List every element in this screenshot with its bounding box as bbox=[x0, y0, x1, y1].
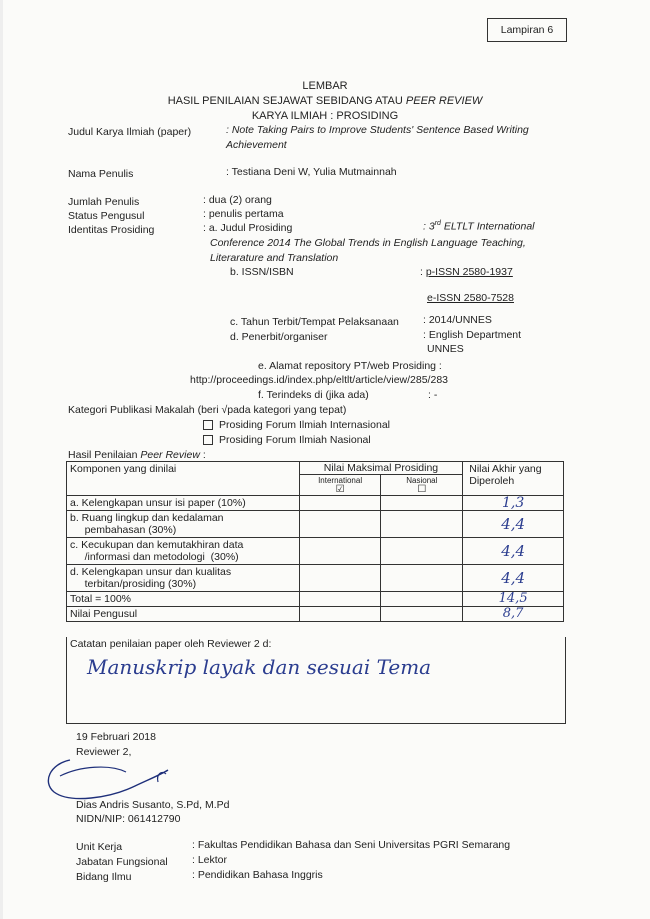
issn-electronic: e-ISSN 2580-7528 bbox=[427, 292, 514, 304]
row-score: 1,3 bbox=[463, 496, 564, 511]
header-akhir-1: Nilai Akhir yang bbox=[469, 463, 542, 475]
judul-value: : Note Taking Pairs to Improve Students' Sentence Based Writing bbox=[226, 124, 529, 136]
table-row bbox=[67, 511, 564, 538]
table-row bbox=[67, 565, 564, 592]
hasil-label bbox=[68, 449, 206, 461]
header-nasional-label: Nasional bbox=[406, 476, 438, 485]
checkbox-icon bbox=[203, 435, 213, 445]
row-cell-nas bbox=[381, 607, 463, 622]
status-label: Status Pengusul bbox=[68, 210, 145, 222]
tahun-value: : 2014/UNNES bbox=[423, 314, 492, 326]
penerbit-value-2: UNNES bbox=[427, 343, 464, 355]
table-pengusul-row bbox=[67, 607, 564, 622]
signature-stroke bbox=[60, 767, 126, 776]
table-header-row bbox=[67, 462, 564, 475]
kategori-label: Kategori Publikasi Makalah (beri √pada kategori yang tepat) bbox=[68, 404, 347, 416]
terindeks-value: : - bbox=[428, 389, 438, 401]
title-line2 bbox=[0, 95, 650, 107]
kategori-opt1-label: Prosiding Forum Ilmiah Internasional bbox=[219, 419, 390, 431]
penulis-label: Nama Penulis bbox=[68, 168, 134, 180]
pengusul-score: 8,7 bbox=[463, 607, 564, 622]
judul-prosiding-line2: Conference 2014 The Global Trends in English Language Teaching, bbox=[210, 237, 526, 249]
lampiran-box bbox=[487, 18, 567, 42]
reviewer-label: Reviewer 2, bbox=[76, 746, 132, 758]
bidang-value: : Pendidikan Bahasa Inggris bbox=[192, 869, 323, 881]
row-cell-int bbox=[299, 496, 381, 511]
identitas-label: Identitas Prosiding bbox=[68, 224, 155, 236]
row-label bbox=[67, 565, 300, 592]
row-label-line2: pembahasan (30%) bbox=[70, 524, 177, 536]
row-label bbox=[67, 511, 300, 538]
status-value: : penulis pertama bbox=[203, 208, 284, 220]
reviewer-nidn: NIDN/NIP: 061412790 bbox=[76, 813, 181, 825]
jabatan-label: Jabatan Fungsional bbox=[76, 856, 168, 868]
repository-url: http://proceedings.id/index.php/eltlt/article/view/285/283 bbox=[190, 374, 448, 386]
row-score: 4,4 bbox=[463, 538, 564, 565]
reviewer-name: Dias Andris Susanto, S.Pd, M.Pd bbox=[76, 799, 230, 811]
header-akhir-2: Diperoleh bbox=[469, 475, 515, 487]
hasil-label-colon: : bbox=[199, 449, 206, 461]
row-label-line1: b. Ruang lingkup dan kedalaman bbox=[70, 512, 224, 524]
terindeks-label: f. Terindeks di (jika ada) bbox=[258, 389, 369, 401]
penilaian-table bbox=[66, 461, 564, 622]
catatan-label: Catatan penilaian paper oleh Reviewer 2 d: bbox=[70, 638, 272, 650]
penulis-value: : Testiana Deni W, Yulia Mutmainnah bbox=[226, 166, 397, 178]
kategori-opt-internasional bbox=[203, 419, 390, 431]
pengusul-label: Nilai Pengusul bbox=[67, 607, 300, 622]
judul-prosiding-sup: rd bbox=[434, 220, 441, 227]
table-total-row bbox=[67, 592, 564, 607]
title-line1: LEMBAR bbox=[302, 80, 348, 92]
hasil-label-italic: Peer Review bbox=[140, 449, 200, 461]
tahun-label: c. Tahun Terbit/Tempat Pelaksanaan bbox=[230, 316, 399, 328]
row-cell-int bbox=[299, 607, 381, 622]
header-international bbox=[299, 475, 381, 496]
judul-prosiding-pre: : 3 bbox=[423, 220, 435, 233]
hasil-label-text: Hasil Penilaian bbox=[68, 449, 141, 461]
header-maks: Nilai Maksimal Prosiding bbox=[299, 462, 463, 475]
catatan-box bbox=[66, 637, 566, 724]
header-komponen: Komponen yang dinilai bbox=[67, 462, 300, 496]
row-label-line2: terbitan/prosiding (30%) bbox=[70, 578, 197, 590]
row-label-line1: d. Kelengkapan unsur dan kualitas bbox=[70, 566, 232, 578]
header-akhir bbox=[463, 462, 564, 496]
title-line2-italic: PEER REVIEW bbox=[405, 95, 483, 107]
repository-label: e. Alamat repository PT/web Prosiding : bbox=[258, 360, 442, 372]
table-row bbox=[67, 538, 564, 565]
unit-label: Unit Kerja bbox=[76, 841, 123, 853]
jabatan-value: : Lektor bbox=[192, 854, 228, 866]
issn-print: p-ISSN 2580-1937 bbox=[425, 266, 513, 278]
row-score: 4,4 bbox=[463, 511, 564, 538]
penerbit-label: d. Penerbit/organiser bbox=[230, 331, 328, 343]
row-cell-nas bbox=[381, 496, 463, 511]
bidang-label: Bidang Ilmu bbox=[76, 871, 132, 883]
row-cell-int bbox=[299, 565, 381, 592]
row-label bbox=[67, 538, 300, 565]
catatan-handwritten: Manuskrip layak dan sesuai Tema bbox=[87, 655, 432, 679]
judul-prosiding-line3: Literarature and Translation bbox=[210, 252, 339, 264]
signature-stroke bbox=[48, 760, 168, 799]
row-cell-nas bbox=[381, 565, 463, 592]
row-cell-nas bbox=[381, 592, 463, 607]
row-cell-int bbox=[299, 592, 381, 607]
judul-label: Judul Karya Ilmiah (paper) bbox=[68, 126, 192, 138]
row-label-line1: c. Kecukupan dan kemutakhiran data bbox=[70, 539, 244, 551]
row-label bbox=[67, 496, 300, 511]
checkbox-icon bbox=[203, 420, 213, 430]
checkbox-icon: ☐ bbox=[417, 484, 427, 495]
row-cell-nas bbox=[381, 538, 463, 565]
header-international-label: International bbox=[318, 476, 363, 485]
table-row bbox=[67, 496, 564, 511]
jumlah-label: Jumlah Penulis bbox=[68, 196, 140, 208]
title-line3: KARYA ILMIAH : PROSIDING bbox=[251, 110, 399, 122]
row-cell-int bbox=[299, 538, 381, 565]
judul-prosiding-post: ELTLT International bbox=[440, 220, 535, 233]
jumlah-value: : dua (2) orang bbox=[203, 194, 272, 206]
row-cell-int bbox=[299, 511, 381, 538]
judul-prosiding-label: : a. Judul Prosiding bbox=[203, 222, 293, 234]
penerbit-value: : English Department bbox=[423, 329, 522, 341]
unit-value: : Fakultas Pendidikan Bahasa dan Seni Universitas PGRI Semarang bbox=[192, 839, 511, 851]
scan-edge bbox=[0, 0, 3, 919]
tanggal: 19 Februari 2018 bbox=[76, 731, 156, 743]
title-line2-text: HASIL PENILAIAN SEJAWAT SEBIDANG ATAU bbox=[167, 95, 406, 107]
row-label-text: a. Kelengkapan unsur isi paper (10%) bbox=[70, 497, 246, 509]
checked-box-icon: ☑ bbox=[335, 484, 345, 495]
header-nasional bbox=[381, 475, 463, 496]
kategori-opt-nasional bbox=[203, 434, 371, 446]
issn-colon: : bbox=[420, 266, 426, 278]
issn-label: b. ISSN/ISBN bbox=[230, 266, 294, 278]
judul-prosiding-value bbox=[423, 220, 535, 233]
issn-value bbox=[420, 266, 513, 278]
row-cell-nas bbox=[381, 511, 463, 538]
total-label: Total = 100% bbox=[67, 592, 300, 607]
lampiran-label: Lampiran 6 bbox=[500, 24, 554, 36]
row-score: 4,4 bbox=[463, 565, 564, 592]
kategori-opt2-label: Prosiding Forum Ilmiah Nasional bbox=[219, 434, 371, 446]
judul-value-2: Achievement bbox=[226, 139, 287, 151]
total-score: 14,5 bbox=[463, 592, 564, 607]
row-label-line2: /informasi dan metodologi (30%) bbox=[70, 551, 239, 563]
